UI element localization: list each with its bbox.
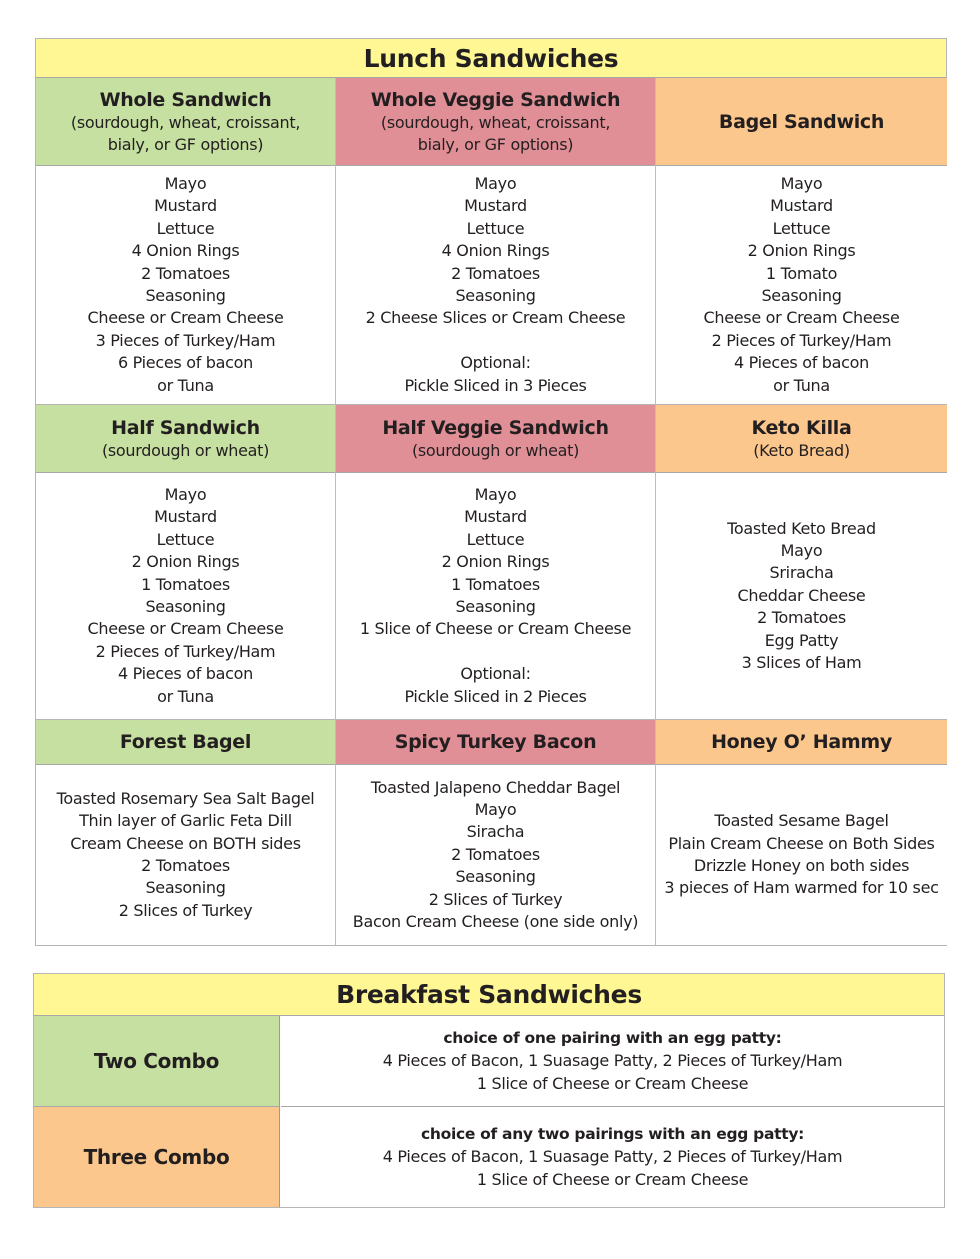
item-name: Half Sandwich	[111, 416, 260, 439]
header-honey-o-hammy	[656, 720, 947, 765]
item-bread-options: (sourdough or wheat)	[411, 440, 580, 460]
ingredient-line: Mayo	[474, 799, 517, 819]
ingredient-line: Thin layer of Garlic Feta Dill	[79, 811, 292, 831]
ingredient-line: Toasted Rosemary Sea Salt Bagel	[56, 788, 315, 808]
ingredient-line: 2 Onion Rings	[131, 552, 240, 572]
item-bread-options: bialy, or GF options)	[107, 134, 264, 154]
header-forest-bagel	[36, 720, 335, 765]
ingredient-line: or Tuna	[157, 686, 214, 706]
item-name: Honey O’ Hammy	[711, 731, 892, 753]
item-bread-options: bialy, or GF options)	[417, 134, 574, 154]
header-bagel-sandwich	[656, 78, 947, 166]
ingredient-line: Lettuce	[466, 529, 525, 549]
item-name: Forest Bagel	[119, 731, 252, 753]
header-half-sandwich	[36, 405, 335, 473]
ingredient-line: 2 Slices of Turkey	[428, 889, 563, 909]
ingredient-line: 2 Cheese Slices or Cream Cheese	[365, 308, 626, 328]
ingredient-line: Seasoning	[455, 286, 536, 305]
ingredient-line: 2 Tomatoes	[141, 856, 230, 875]
column-divider	[655, 78, 656, 945]
header-whole-sandwich	[36, 78, 335, 166]
item-bread-options: (sourdough, wheat, croissant,	[380, 112, 611, 132]
header-keto-killa	[656, 405, 947, 473]
ingredient-line: Plain Cream Cheese on Both Sides	[668, 833, 935, 853]
combo-line: 4 Pieces of Bacon, 1 Suasage Patty, 2 Pieces of Turkey/Ham	[382, 1051, 843, 1071]
ingredient-line: Cream Cheese on BOTH sides	[70, 833, 301, 853]
combo-line: 1 Slice of Cheese or Cream Cheese	[476, 1073, 749, 1093]
combo-lead: choice of any two pairings with an egg patty:	[420, 1125, 805, 1144]
ingredient-line: 2 Pieces of Turkey/Ham	[95, 641, 276, 661]
ingredient-line: Lettuce	[466, 218, 525, 238]
ingredients-forest-bagel	[36, 765, 335, 945]
item-name: Spicy Turkey Bacon	[394, 731, 597, 753]
ingredient-line: 2 Tomatoes	[757, 608, 846, 628]
combo-lead: choice of one pairing with an egg patty:	[443, 1029, 782, 1048]
ingredient-line: 4 Pieces of bacon	[733, 353, 869, 373]
ingredients-keto-killa	[656, 473, 947, 720]
ingredient-line: Bacon Cream Cheese (one side only)	[352, 912, 639, 932]
ingredient-line: 2 Tomatoes	[451, 263, 540, 283]
ingredients-half-sandwich	[36, 473, 335, 720]
ingredient-line: Toasted Keto Bread	[727, 518, 876, 538]
ingredient-line: Cheese or Cream Cheese	[87, 619, 284, 639]
combo-line: 1 Slice of Cheese or Cream Cheese	[476, 1169, 749, 1189]
item-bread-options: (sourdough or wheat)	[101, 440, 270, 460]
ingredients-whole-sandwich	[36, 166, 335, 405]
ingredient-line: Seasoning	[145, 878, 226, 898]
two-combo-description	[281, 1016, 944, 1107]
three-combo-label: Three Combo	[34, 1107, 280, 1207]
ingredient-line: Mayo	[780, 540, 823, 560]
lunch-title: Lunch Sandwiches	[36, 39, 946, 78]
three-combo-description	[281, 1107, 944, 1207]
ingredients-bagel-sandwich	[656, 166, 947, 405]
ingredient-line: Mayo	[164, 173, 207, 193]
ingredient-line: Mayo	[780, 173, 823, 193]
header-half-veggie-sandwich	[336, 405, 655, 473]
ingredient-line: Seasoning	[455, 867, 536, 887]
ingredient-line: 3 Slices of Ham	[741, 653, 862, 673]
item-bread-options: (Keto Bread)	[753, 440, 850, 460]
ingredient-line: Mayo	[474, 484, 517, 504]
ingredient-line: Optional:	[460, 353, 531, 373]
ingredient-line: Mayo	[164, 484, 207, 504]
ingredient-line: 4 Onion Rings	[441, 241, 550, 261]
ingredient-line: Lettuce	[772, 218, 831, 238]
breakfast-title: Breakfast Sandwiches	[34, 974, 944, 1016]
ingredient-line: 3 Pieces of Turkey/Ham	[95, 330, 276, 350]
ingredient-line: Egg Patty	[764, 630, 839, 650]
ingredient-line: Mayo	[474, 173, 517, 193]
ingredient-line: Toasted Sesame Bagel	[714, 811, 889, 831]
lunch-sandwiches-table	[35, 38, 947, 946]
ingredient-line: 1 Slice of Cheese or Cream Cheese	[359, 619, 632, 639]
ingredients-half-veggie-sandwich	[336, 473, 655, 720]
ingredients-spicy-turkey-bacon	[336, 765, 655, 945]
ingredient-line: Cheese or Cream Cheese	[703, 308, 900, 328]
ingredient-line: Lettuce	[156, 529, 215, 549]
ingredient-line: Seasoning	[145, 597, 226, 616]
ingredient-line: Siracha	[466, 822, 525, 842]
ingredient-line: Cheddar Cheese	[737, 585, 866, 605]
ingredient-line: Pickle Sliced in 2 Pieces	[404, 686, 587, 706]
two-combo-label: Two Combo	[34, 1016, 280, 1107]
ingredient-line: Mustard	[154, 196, 217, 216]
ingredient-line: or Tuna	[157, 375, 214, 395]
ingredient-line: 2 Tomatoes	[141, 263, 230, 283]
ingredients-honey-o-hammy	[656, 765, 947, 945]
breakfast-sandwiches-table	[33, 973, 945, 1208]
ingredient-line: Lettuce	[156, 218, 215, 238]
ingredient-line: Pickle Sliced in 3 Pieces	[404, 375, 587, 395]
ingredient-line: Mustard	[154, 507, 217, 527]
ingredients-whole-veggie-sandwich	[336, 166, 655, 405]
ingredient-line: Optional:	[460, 664, 531, 684]
ingredient-line: 4 Pieces of bacon	[117, 664, 253, 684]
ingredient-line: Mustard	[464, 507, 527, 527]
item-name: Half Veggie Sandwich	[382, 416, 609, 439]
header-whole-veggie-sandwich	[336, 78, 655, 166]
ingredient-line: 2 Slices of Turkey	[118, 900, 253, 920]
column-divider	[335, 78, 336, 945]
item-name: Whole Sandwich	[99, 88, 272, 111]
ingredient-line: 2 Onion Rings	[441, 552, 550, 572]
item-name: Whole Veggie Sandwich	[370, 88, 621, 111]
header-spicy-turkey-bacon	[336, 720, 655, 765]
ingredient-line: 1 Tomatoes	[141, 574, 230, 594]
ingredient-line: 2 Tomatoes	[451, 844, 540, 864]
ingredient-line: Seasoning	[455, 597, 536, 616]
ingredient-line: 2 Pieces of Turkey/Ham	[711, 330, 892, 350]
ingredient-line: Drizzle Honey on both sides	[693, 856, 910, 875]
ingredient-line: 4 Onion Rings	[131, 241, 240, 261]
ingredient-line: Cheese or Cream Cheese	[87, 308, 284, 328]
combo-line: 4 Pieces of Bacon, 1 Suasage Patty, 2 Pieces of Turkey/Ham	[382, 1147, 843, 1167]
item-name: Keto Killa	[751, 416, 852, 439]
ingredient-line: Seasoning	[761, 286, 842, 305]
ingredient-line: 3 pieces of Ham warmed for 10 sec	[664, 878, 939, 898]
ingredient-line: Toasted Jalapeno Cheddar Bagel	[370, 777, 621, 797]
ingredient-line: Mustard	[464, 196, 527, 216]
ingredient-line: 1 Tomato	[765, 263, 838, 283]
item-bread-options: (sourdough, wheat, croissant,	[70, 112, 301, 132]
ingredient-line: or Tuna	[773, 375, 830, 395]
ingredient-line: 1 Tomatoes	[451, 574, 540, 594]
item-name: Bagel Sandwich	[718, 110, 885, 133]
ingredient-line: 6 Pieces of bacon	[117, 353, 253, 373]
ingredient-line: Mustard	[770, 196, 833, 216]
ingredient-line: Seasoning	[145, 286, 226, 305]
ingredient-line: Sriracha	[769, 563, 834, 583]
ingredient-line: 2 Onion Rings	[747, 241, 856, 261]
